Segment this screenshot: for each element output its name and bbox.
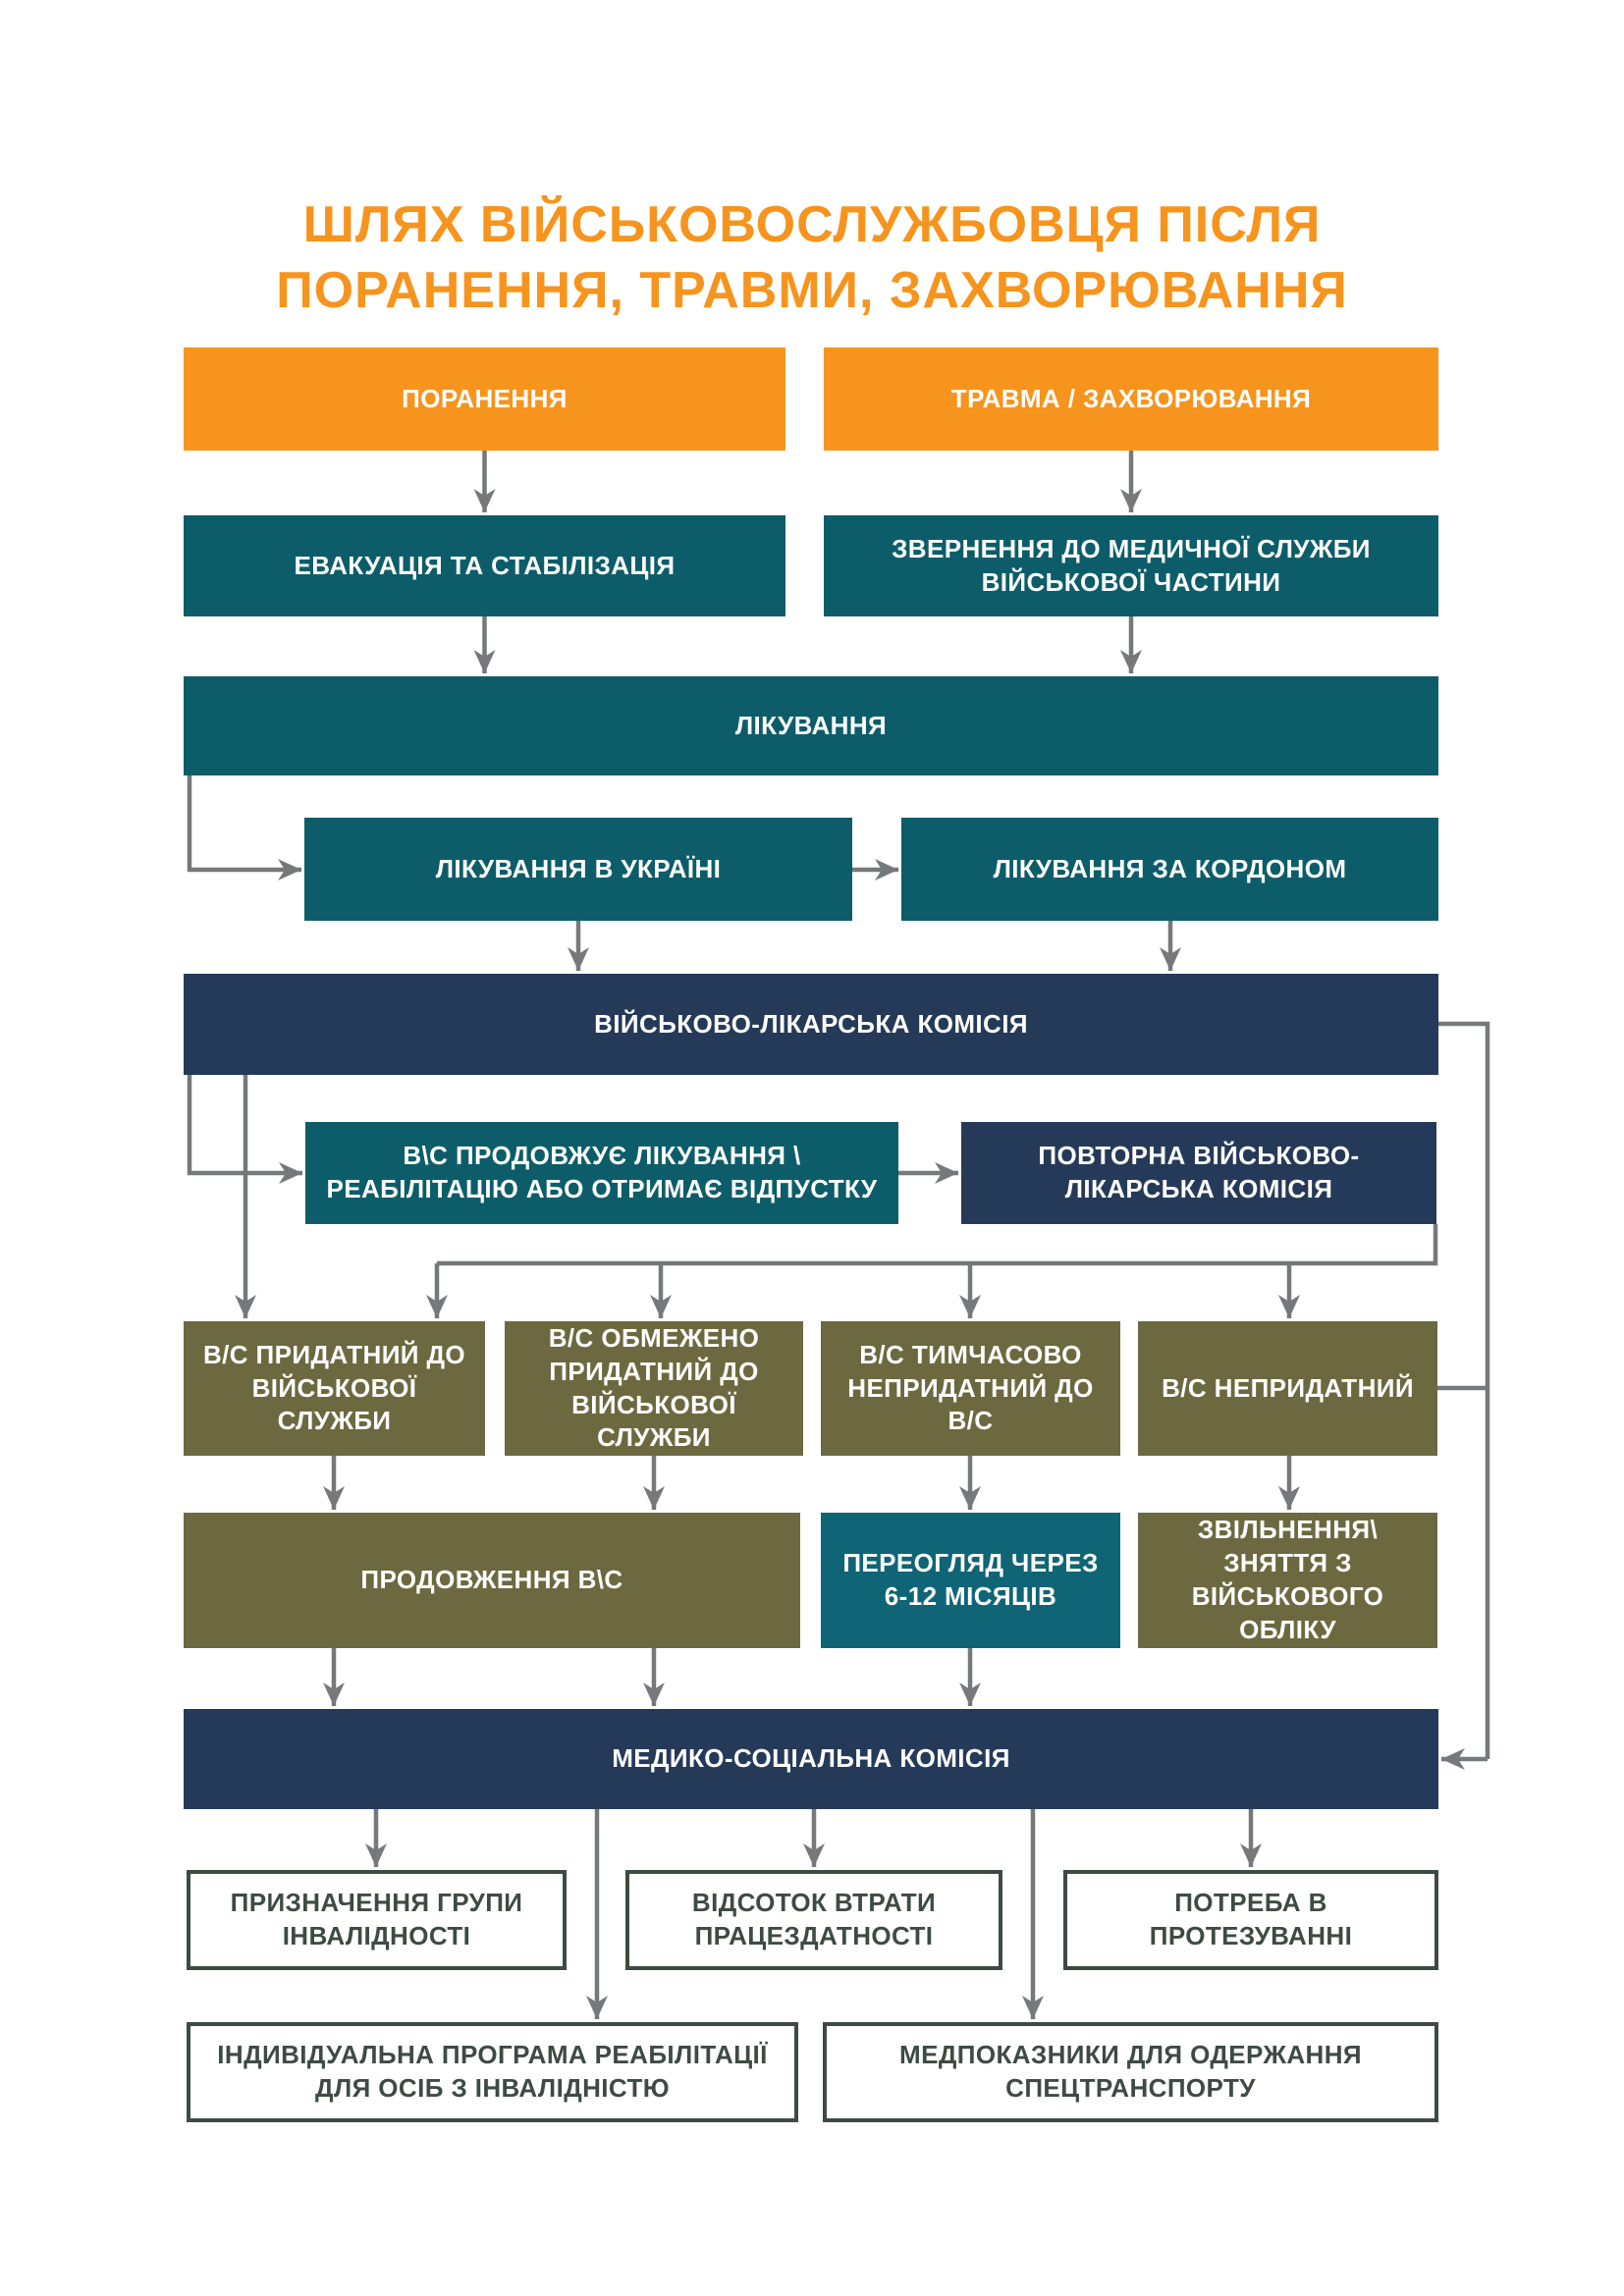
node-military-medical-commission bbox=[184, 974, 1438, 1075]
node-work-capacity-loss bbox=[625, 1870, 1002, 1970]
node-trauma-illness-label: ТРАВМА / ЗАХВОРЮВАННЯ bbox=[950, 383, 1312, 413]
page-title-line1: ШЛЯХ ВІЙСЬКОВОСЛУЖБОВЦЯ ПІСЛЯ bbox=[302, 196, 1322, 253]
node-special-transport-label: МЕДПОКАЗНИКИ ДЛЯ ОДЕРЖАННЯ СПЕЦТРАНСПОРТУ bbox=[899, 2040, 1362, 2103]
node-special-transport bbox=[823, 2022, 1438, 2122]
line-repeat-distribution bbox=[437, 1224, 1435, 1263]
node-limited-fit bbox=[505, 1321, 803, 1456]
node-wound-label: ПОРАНЕННЯ bbox=[402, 383, 568, 413]
node-treatment-abroad-label: ЛІКУВАННЯ ЗА КОРДОНОМ bbox=[993, 853, 1347, 883]
line-vlk-right bbox=[1438, 1024, 1488, 1759]
node-work-capacity-loss-label: ВІДСОТОК ВТРАТИ ПРАЦЕЗДАТНОСТІ bbox=[691, 1888, 937, 1950]
node-medico-social-commission-label: МЕДИКО-СОЦІАЛЬНА КОМІСІЯ bbox=[612, 1743, 1010, 1774]
node-evacuation-label: ЕВАКУАЦІЯ ТА СТАБІЛІЗАЦІЯ bbox=[294, 550, 676, 580]
node-reexamination-label: ПЕРЕОГЛЯД ЧЕРЕЗ 6-12 МІСЯЦІВ bbox=[842, 1548, 1099, 1611]
node-discharge bbox=[1138, 1513, 1437, 1648]
node-treatment bbox=[184, 676, 1438, 775]
node-treatment-abroad bbox=[901, 818, 1438, 921]
node-trauma-illness bbox=[824, 347, 1438, 451]
node-disability-group-label: ПРИЗНАЧЕННЯ ГРУПИ ІНВАЛІДНОСТІ bbox=[230, 1888, 523, 1950]
node-medico-social-commission bbox=[184, 1709, 1438, 1809]
node-unit-medical-service bbox=[824, 515, 1438, 616]
node-evacuation bbox=[184, 515, 785, 616]
node-temporarily-unfit bbox=[821, 1321, 1120, 1456]
node-unit-medical-service-label: ЗВЕРНЕННЯ ДО МЕДИЧНОЇ СЛУЖБИ ВІЙСЬКОВОЇ ЧАСТИНИ bbox=[892, 533, 1371, 597]
page-title-line2: ПОРАНЕННЯ, ТРАВМИ, ЗАХВОРЮВАННЯ bbox=[276, 261, 1348, 319]
arrow-treatment-ukraine bbox=[189, 775, 301, 870]
node-treatment-label: ЛІКУВАННЯ bbox=[734, 710, 888, 740]
node-service-continuation bbox=[184, 1513, 800, 1648]
node-unfit-label: В/С НЕПРИДАТНИЙ bbox=[1162, 1372, 1414, 1403]
node-rehab-program bbox=[187, 2022, 798, 2122]
node-service-continuation-label: ПРОДОВЖЕННЯ В\С bbox=[360, 1565, 623, 1595]
node-wound bbox=[184, 347, 785, 451]
node-prosthetics-need bbox=[1063, 1870, 1438, 1970]
node-continues-treatment-label: В\С ПРОДОВЖУЄ ЛІКУВАННЯ \ РЕАБІЛІТАЦІЮ АБО ОТРИМАЄ ВІДПУСТКУ bbox=[326, 1141, 878, 1203]
node-fit bbox=[184, 1321, 485, 1456]
node-treatment-ukraine-label: ЛІКУВАННЯ В УКРАЇНІ bbox=[435, 853, 722, 883]
node-prosthetics-need-label: ПОТРЕБА В ПРОТЕЗУВАННІ bbox=[1149, 1888, 1353, 1950]
page-title bbox=[0, 192, 1624, 323]
node-disability-group bbox=[187, 1870, 567, 1970]
node-repeat-commission-label: ПОВТОРНА ВІЙСЬКОВО-ЛІКАРСЬКА КОМІСІЯ bbox=[1038, 1141, 1360, 1203]
node-temporarily-unfit-label: В/С ТИМЧАСОВО НЕПРИДАТНИЙ ДО В/С bbox=[847, 1339, 1094, 1436]
node-fit-label: В/С ПРИДАТНИЙ ДО ВІЙСЬКОВОЇ СЛУЖБИ bbox=[202, 1339, 466, 1436]
node-rehab-program-label: ІНДИВІДУАЛЬНА ПРОГРАМА РЕАБІЛІТАЦІЇ ДЛЯ ОСІБ З ІНВАЛІДНІСТЮ bbox=[217, 2040, 768, 2103]
node-repeat-commission bbox=[961, 1122, 1436, 1224]
node-limited-fit-label: В/С ОБМЕЖЕНО ПРИДАТНИЙ ДО ВІЙСЬКОВОЇ СЛУЖБИ bbox=[548, 1322, 760, 1453]
node-discharge-label: ЗВІЛЬНЕННЯ\ ЗНЯТТЯ З ВІЙСЬКОВОГО ОБЛІКУ bbox=[1191, 1515, 1384, 1644]
node-military-medical-commission-label: ВІЙСЬКОВО-ЛІКАРСЬКА КОМІСІЯ bbox=[594, 1008, 1028, 1039]
node-treatment-ukraine bbox=[304, 818, 852, 921]
node-reexamination bbox=[821, 1513, 1120, 1648]
node-unfit bbox=[1138, 1321, 1437, 1456]
node-continues-treatment bbox=[305, 1122, 898, 1224]
